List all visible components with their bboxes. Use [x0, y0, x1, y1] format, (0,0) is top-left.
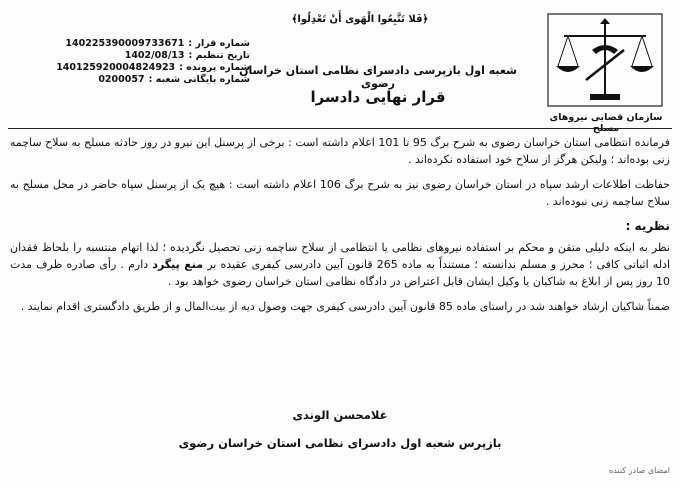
opinion-heading: نظریه : [625, 219, 670, 233]
decision-number-label: شماره قرار : [188, 38, 250, 49]
paragraph-irgc-report: حفاظت اطلاعات ارشد سپاه در استان خراسان رضوی نیز به شرح برگ 106 اعلام داشته است : هیچ یک از پرسنل سپاه حاضر در محل مسلح به سلاح ساچمه زنی نبوده‌اند . [10, 178, 670, 208]
document-title: قرار نهایی دادسرا [310, 88, 446, 106]
opinion-verdict: منع پیگرد [152, 258, 204, 271]
header-divider [8, 128, 672, 129]
issue-date-label: تاریخ تنظیم : [188, 50, 250, 61]
signatory-name: غلامحسن الوندی [292, 408, 388, 422]
document-header [0, 0, 680, 134]
issuer-signature-note: امضای صادر کننده [609, 466, 670, 475]
organization-name: سازمان قضایی نیروهای مسلح [549, 112, 663, 134]
document-body [10, 134, 670, 323]
decision-number-row [10, 38, 250, 50]
case-number-value: 140125920004824923 [56, 62, 176, 73]
branch-title: شعبه اول بازپرسی دادسرای نظامی استان خراسان رضوی [239, 64, 517, 90]
decision-number-value: 140225390009733671 [65, 38, 185, 49]
paragraph-opinion [10, 239, 670, 290]
judicial-emblem-logo [540, 10, 670, 110]
issue-date-row [10, 50, 250, 62]
case-number-label: شماره پرونده : [179, 62, 250, 73]
archive-number-row [10, 74, 250, 86]
paragraph-police-report: فرمانده انتظامی استان خراسان رضوی به شرح برگ 95 تا 101 اعلام داشته است : برخی از پرسنل این نیرو در روز حادثه مسلح به سلاح ساچمه زنی بوده‌اند ؛ ولیکن هرگز از سلاح خود استفاده نکرده‌اند . [10, 136, 670, 166]
archive-number-label: شماره بایگانی شعبه : [148, 74, 250, 85]
archive-number-value: 0200057 [98, 74, 145, 85]
scales-of-justice-icon [540, 10, 670, 110]
case-metadata [10, 38, 250, 86]
opinion-text-part2: دارم . رأی صادره ظرف مدت 10 روز پس از ابلاغ به شاکیان یا وکیل ایشان قابل اعتراض در دادگاه نظامی استان خراسان رضوی خواهد بود . [10, 258, 670, 288]
paragraph-compensation: ضمناً شاکیان ارشاد خواهند شد در راستای ماده 85 قانون آیین دادرسی کیفری جهت وصول دیه از بیت‌المال و از طریق دادگستری اقدام نمایند . [20, 300, 670, 313]
opinion-text-part1: نظر به اینکه دلیلی متقن و محکم بر استفاده نیروهای نظامی یا انتظامی از سلاح ساچمه زنی تحصیل نگردیده ؛ لذا اتهام منتسبه را بلحاظ فقدان ادله اثباتی کافی ؛ محرز و مسلم ندانسته ؛ مستنداً به ماده 265 قانون آیین دادرسی کیفری عقیده بر [10, 241, 671, 271]
case-number-row [10, 62, 250, 74]
signatory-role: بازپرس شعبه اول دادسرای نظامی استان خراسان رضوی [178, 436, 502, 450]
quran-verse: ﴿فَلا تَتَّبِعُوا الْهَوی أَنْ تَعْدِلُوا﴾ [291, 14, 429, 25]
issue-date-value: 1402/08/13 [124, 50, 185, 61]
